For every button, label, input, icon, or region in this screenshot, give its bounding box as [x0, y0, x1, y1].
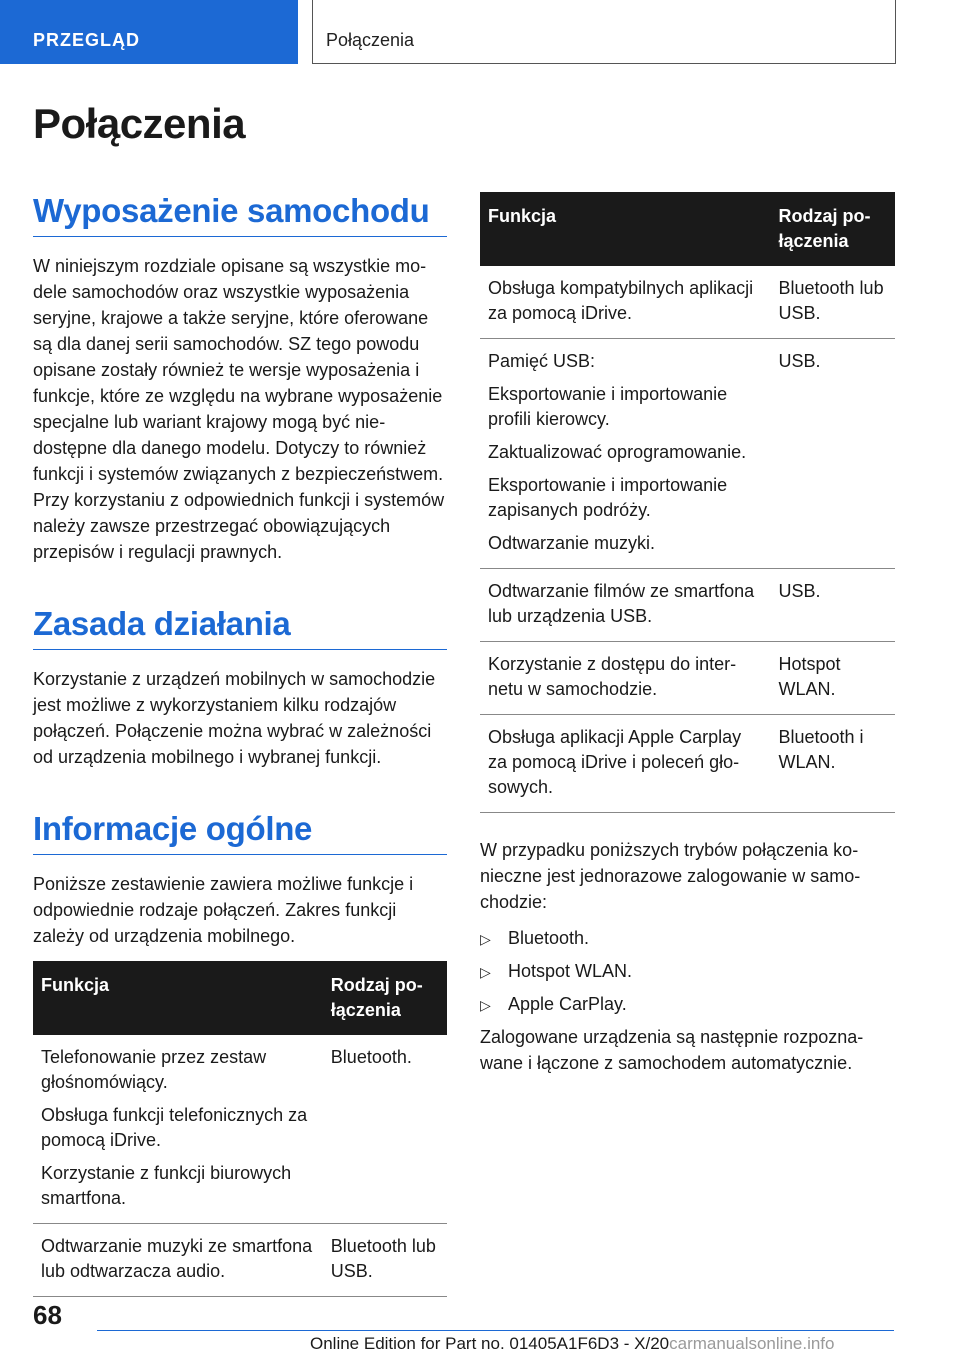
footer-edition: Online Edition for Part no. 01405A1F6D3 - X/20carmanualsonline.info	[310, 1334, 835, 1353]
functions-table-left	[33, 961, 447, 1297]
table-row	[480, 339, 895, 569]
triangle-bullet-icon: ▷	[480, 931, 491, 947]
section-text-equipment: W niniejszym rozdziale opisane są wszystkie modele samochodów oraz wszystkie wyposażenia seryjne, krajowe a także seryjne, które oferowane są dla danej serii samochodów. SZ tego powodu opisane zostały również te wersje wyposażenia i funkcje, które ze względu na wybrane wyposażenie specjalne lub wariant krajowy mogą być niedostępne dla danego modelu. Dotyczy to również funkcji i systemów związanych z bezpieczeństwem. Przy korzystaniu z odpowiednich funkcji i systemów należy zawsze przestrzegać obowiązujących przepisów i regulacji prawnych.	[33, 256, 445, 562]
table-cell-function: Odtwarzanie filmów ze smartfona lub urządzenia USB.	[488, 581, 755, 626]
section-heading-principle: Zasada działania	[33, 605, 447, 650]
triangle-bullet-icon: ▷	[480, 964, 491, 980]
table-row	[33, 1224, 447, 1297]
section-text-general: Poniższe zestawienie zawiera możliwe funkcje i odpowiednie rodzaje połączeń. Zakres funkcji zależy od urządzenia mobilnego.	[33, 874, 414, 946]
list-item: ▷ Hotspot WLAN.	[480, 958, 895, 985]
table-cell-connection: Bluetooth.	[323, 1035, 447, 1224]
right-column	[480, 192, 895, 1076]
table-cell-function: Telefonowanie przez zestaw głośnomówiący.	[41, 1047, 267, 1092]
section-heading-equipment: Wyposażenie samochodu	[33, 192, 447, 237]
table-cell-function: Pamięć USB:	[488, 351, 596, 371]
table-row	[480, 266, 895, 339]
table-cell-connection: Hotspot WLAN.	[771, 642, 896, 715]
table-header-function: Funkcja	[33, 961, 323, 1035]
table-row	[480, 715, 895, 813]
list-item: ▷ Apple CarPlay.	[480, 991, 895, 1018]
table-cell-function: Korzystanie z funkcji biurowych smartfona.	[41, 1163, 292, 1208]
table-cell-function: Eksportowanie i importowanie zapisanych podróży.	[488, 475, 728, 520]
table-row	[480, 642, 895, 715]
triangle-bullet-icon: ▷	[480, 997, 491, 1013]
page-number: 68	[33, 1300, 62, 1330]
footer-divider	[97, 1330, 894, 1331]
table-cell-function: Obsługa kompatybilnych aplikacji za pomocą iDrive.	[488, 278, 754, 323]
table-cell-function: Korzystanie z dostępu do internetu w samochodzie.	[488, 654, 737, 699]
connection-mode-list	[480, 925, 895, 1018]
table-cell-connection: USB.	[771, 339, 896, 569]
section-tab[interactable]: PRZEGLĄD	[0, 0, 298, 64]
table-cell-connection: Bluetooth i WLAN.	[771, 715, 896, 813]
table-cell-function: Obsługa aplikacji Apple Carplay za pomocą iDrive i poleceń głosowych.	[488, 727, 742, 797]
table-cell-connection: Bluetooth lub USB.	[323, 1224, 447, 1297]
functions-table-right	[480, 192, 895, 813]
table-cell-function: Odtwarzanie muzyki ze smartfona lub odtwarzacza audio.	[41, 1236, 313, 1281]
table-cell-function: Zaktualizować oprogramowanie.	[488, 442, 747, 462]
list-item: ▷ Bluetooth.	[480, 925, 895, 952]
table-cell-function: Obsługa funkcji telefonicznych za pomocą iDrive.	[41, 1105, 308, 1150]
table-row	[33, 1035, 447, 1224]
login-intro-text: W przypadku poniższych trybów połączenia konieczne jest jednorazowe zalogowanie w samochodzie:	[480, 840, 861, 912]
table-cell-connection: USB.	[771, 569, 896, 642]
chapter-header: Połączenia	[312, 0, 896, 64]
table-cell-function: Eksportowanie i importowanie profili kierowcy.	[488, 384, 728, 429]
table-row	[480, 569, 895, 642]
section-text-principle: Korzystanie z urządzeń mobilnych w samochodzie jest możliwe z wykorzystaniem kilku rodzajów połączeń. Połączenie można wybrać w zależności od urządzenia mobilnego i wybranej funkcji.	[33, 669, 436, 767]
login-outro-text: Zalogowane urządzenia są następnie rozpoznawane i łączone z samochodem automatycznie.	[480, 1027, 864, 1073]
table-cell-function: Odtwarzanie muzyki.	[488, 533, 656, 553]
table-header-connection: Rodzaj połączenia	[323, 961, 447, 1035]
footer-watermark: carmanualsonline.info	[669, 1334, 835, 1353]
section-heading-general: Informacje ogólne	[33, 810, 447, 855]
table-header-connection: Rodzaj połączenia	[771, 192, 896, 266]
page-title: Połączenia	[33, 100, 246, 147]
table-cell-connection: Bluetooth lub USB.	[771, 266, 896, 339]
table-header-function: Funkcja	[480, 192, 771, 266]
left-column	[33, 192, 447, 1297]
